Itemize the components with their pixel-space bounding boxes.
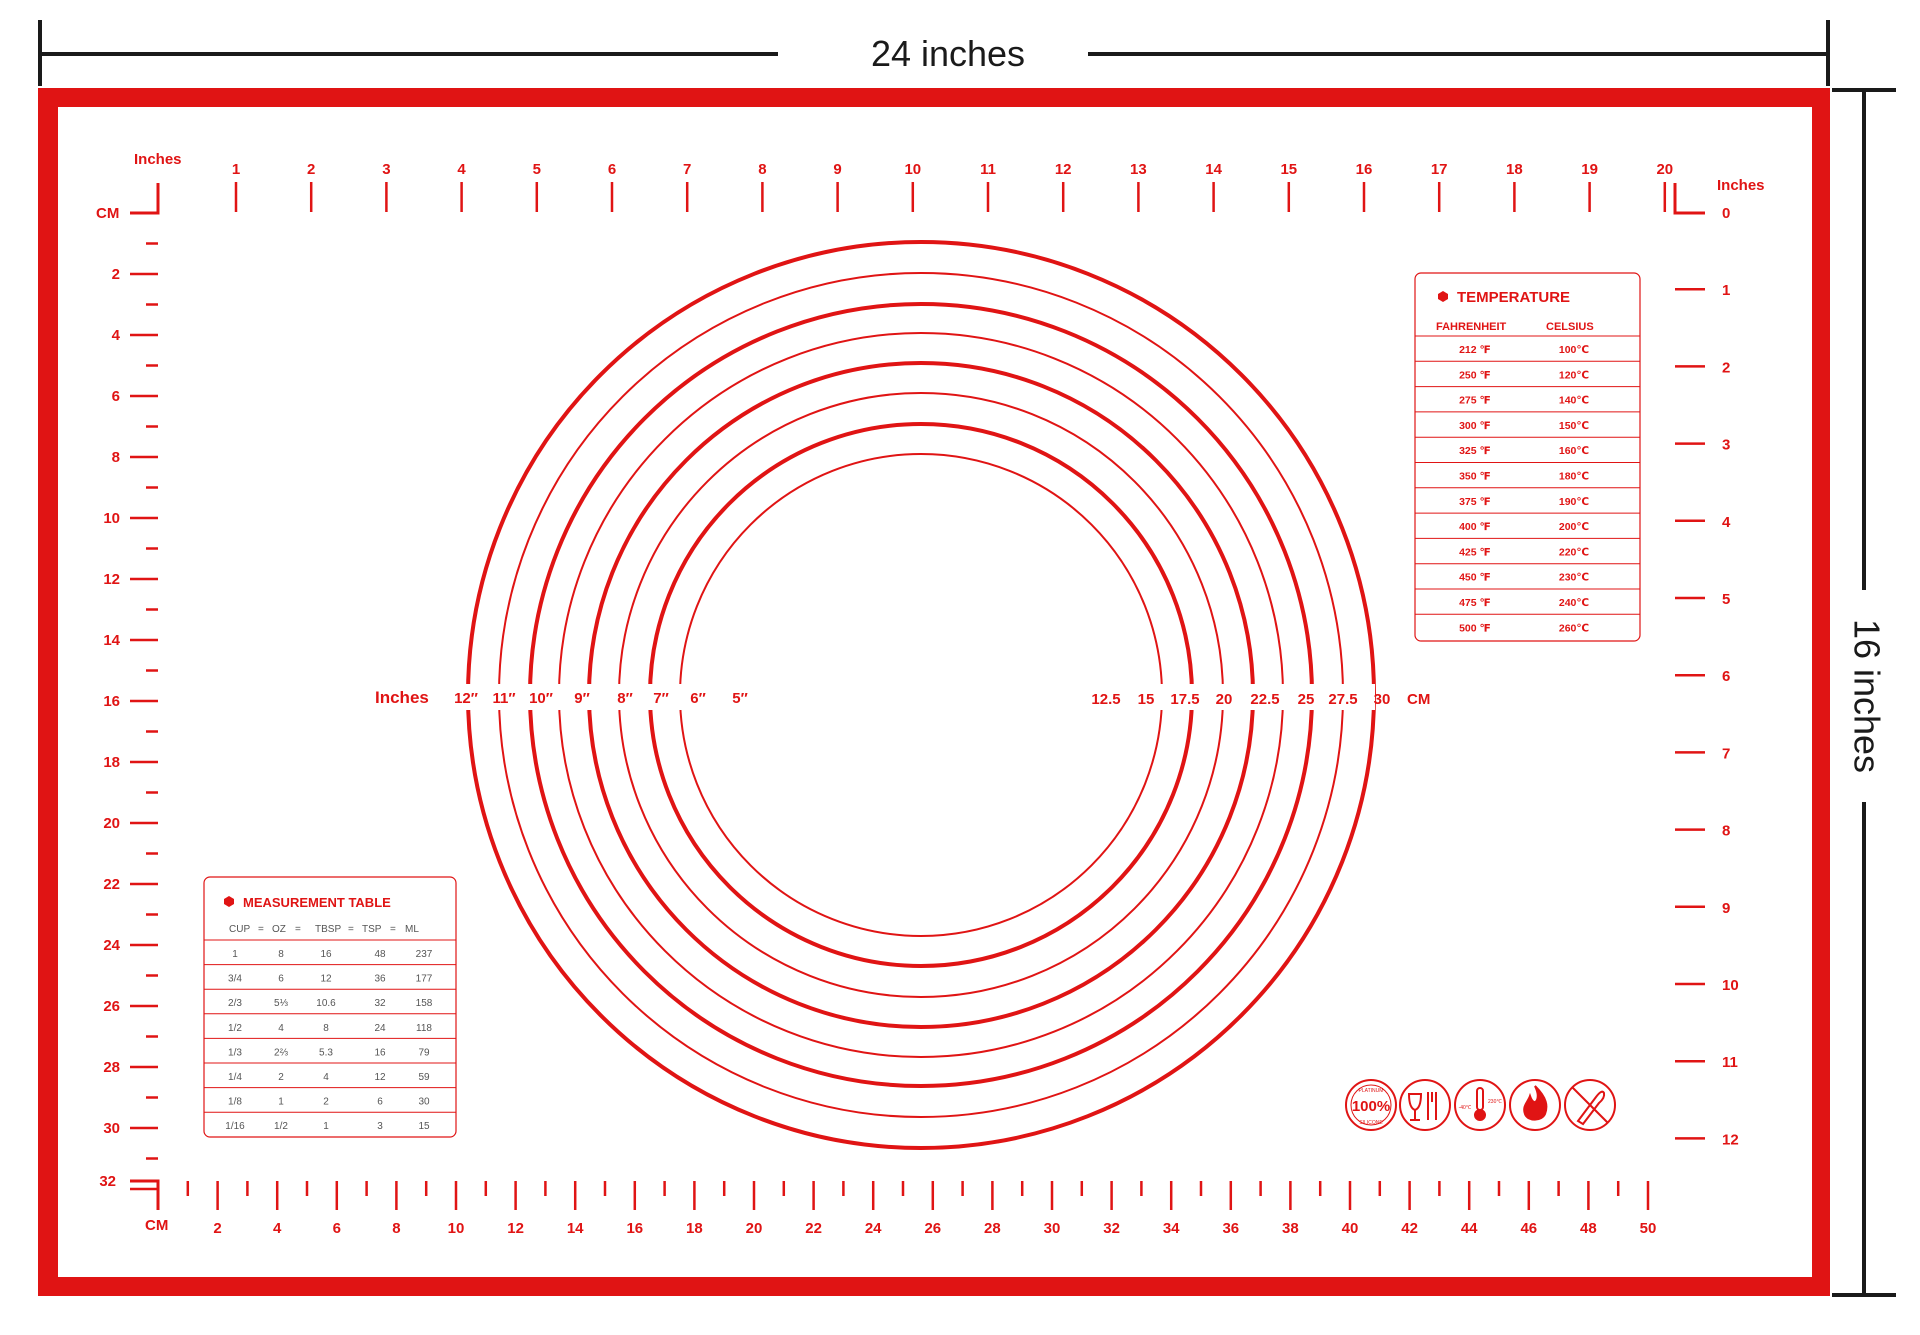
width-label: 24 inches [870,33,1026,74]
measurement-header-eq-2: = [295,924,301,935]
bottom-ruler-number: 24 [864,1220,882,1237]
bottom-ruler-number: 44 [1460,1220,1478,1237]
left-ruler-number: 22 [103,876,120,893]
right-ruler-number: 3 [1722,436,1731,454]
cm-ring-label: 17.5 [1170,691,1200,708]
cm-ring-label: 15 [1137,691,1155,708]
left-ruler-number: 20 [103,815,120,832]
bottom-ruler-number: 36 [1222,1220,1240,1237]
right-ruler-number: 9 [1722,899,1731,917]
right-ruler-number: 5 [1722,591,1731,608]
temperature-fahrenheit: 500 ℉ [1459,622,1491,635]
inch-ring-label: 8″ [617,690,633,707]
measurement-cell: 1/4 [228,1072,242,1083]
temperature-celsius: 220℃ [1558,546,1590,559]
measurement-cell: 2 [323,1096,329,1108]
measurement-header-oz: OZ [272,924,286,935]
top-ruler-number: 5 [532,161,541,178]
left-ruler-number: 8 [111,449,120,466]
measurement-header-tsp: TSP [362,924,382,935]
bottom-ruler-number: 18 [686,1220,703,1237]
top-ruler-number: 18 [1506,161,1523,178]
temp-range-high: 230℃ [1488,1099,1502,1105]
left-ruler-number: 4 [111,327,120,344]
circle-inches-title: Inches [375,688,429,707]
measurement-cell: 12 [320,973,332,985]
measurement-cell: 158 [415,998,433,1010]
measurement-header-eq-1: = [258,924,264,935]
right-ruler-number: 8 [1722,822,1731,840]
silicone-badge-icon [1346,1080,1396,1130]
temperature-celsius: 180℃ [1558,470,1590,483]
top-ruler-number: 8 [758,161,767,178]
top-ruler-number: 4 [457,161,466,178]
temperature-fahrenheit: 375 ℉ [1459,495,1491,508]
measurement-header-ml: ML [405,924,419,935]
measurement-cell: 8 [278,949,284,960]
bottom-ruler-number: 22 [805,1220,822,1237]
bottom-ruler-number: 46 [1520,1220,1538,1237]
temperature-fahrenheit: 275 ℉ [1459,394,1491,407]
bottom-ruler-number: 50 [1639,1220,1657,1237]
bottom-ruler-number: 32 [1103,1220,1120,1237]
left-ruler-number: 24 [103,937,120,954]
measurement-cell: 24 [374,1022,386,1034]
right-ruler-number: 11 [1722,1054,1738,1072]
temperature-celsius: 230℃ [1558,571,1590,584]
temperature-celsius: 200℃ [1558,521,1590,534]
cm-ring-label: 20 [1215,691,1233,708]
left-ruler-number: 14 [103,632,120,649]
measurement-cell: 3 [377,1121,383,1133]
measurement-title: MEASUREMENT TABLE [243,895,391,910]
inch-ring-label: 9″ [574,690,590,707]
right-ruler-number: 1 [1722,282,1731,300]
right-ruler-number: 2 [1722,359,1731,377]
inch-ring-label: 6″ [690,690,706,707]
top-ruler-number: 3 [382,161,391,178]
bottom-ruler-number: 30 [1043,1220,1061,1237]
temperature-fahrenheit: 475 ℉ [1459,597,1491,609]
left-ruler-number: 28 [103,1059,120,1076]
top-ruler-number: 14 [1205,161,1222,178]
measurement-cell: 4 [278,1022,284,1034]
left-ruler-number: 6 [111,388,120,405]
bottom-ruler-number: 14 [566,1220,584,1237]
measurement-header-eq-3: = [348,924,354,935]
bottom-ruler-number: 8 [392,1220,401,1237]
measurement-cell: 1/8 [228,1096,242,1108]
measurement-cell: 2 [278,1072,284,1083]
right-ruler-number: 12 [1722,1131,1739,1149]
left-ruler-number: 30 [103,1120,120,1137]
left-ruler-number: 2 [111,266,120,283]
measurement-cell: 6 [377,1096,383,1108]
measurement-cell: 15 [418,1121,430,1133]
top-ruler-number: 1 [231,161,241,178]
mat-surface [58,107,1812,1277]
measurement-cell: 48 [374,949,386,960]
left-ruler-number: 12 [103,571,120,588]
bottom-ruler-number: 42 [1401,1220,1418,1237]
bottom-ruler-number: 4 [273,1220,282,1237]
cm-ring-label: 27.5 [1328,691,1358,708]
measurement-cell: 5.3 [319,1047,333,1059]
top-ruler-number: 15 [1280,161,1298,178]
measurement-cell: 118 [416,1022,432,1034]
measurement-cell: 6 [278,973,284,985]
left-ruler-number: 18 [103,754,120,771]
measurement-cell: 32 [374,998,386,1010]
top-ruler-number: 20 [1656,161,1674,178]
temperature-celsius: 160℃ [1558,445,1590,458]
measurement-cell: 59 [418,1072,430,1083]
temperature-header-fahrenheit: FAHRENHEIT [1436,321,1507,333]
temperature-fahrenheit: 212 ℉ [1459,344,1491,356]
measurement-cell: 2⅔ [274,1047,288,1059]
temperature-header-celsius: CELSIUS [1546,321,1594,333]
measurement-header-cup: CUP [229,924,251,935]
temperature-celsius: 240℃ [1558,597,1590,609]
top-ruler-number: 13 [1130,161,1147,178]
bottom-ruler-number: 2 [213,1220,222,1237]
height-label: 16 inches [1846,618,1888,774]
silicone-badge-top: PLATINUM [1358,1088,1384,1094]
left-ruler-number: 16 [103,693,120,710]
inch-ring-label: 5″ [732,690,748,707]
temperature-celsius: 260℃ [1558,622,1590,635]
top-ruler-number: 11 [980,161,996,178]
bottom-ruler-number: 26 [924,1220,942,1237]
inch-ring-label: 10″ [529,690,553,707]
top-ruler-number: 19 [1581,161,1598,178]
measurement-cell: 1 [232,949,238,960]
cm-ring-label: 12.5 [1091,691,1121,708]
measurement-header-tbsp: TBSP [315,924,342,935]
bottom-ruler-number: 16 [626,1220,644,1237]
top-ruler-number: 17 [1430,161,1448,178]
bottom-ruler-unit: CM [145,1217,169,1234]
inch-ring-label: 12″ [454,690,478,707]
bottom-ruler-number: 12 [507,1220,524,1237]
right-ruler-number: 0 [1722,205,1731,222]
inch-ring-label: 7″ [653,690,669,707]
right-ruler-number: 4 [1722,513,1731,531]
temperature-fahrenheit: 425 ℉ [1459,546,1491,559]
left-ruler-unit: CM [96,205,120,222]
temperature-celsius: 100℃ [1558,344,1590,356]
temperature-title: TEMPERATURE [1457,289,1571,306]
cm-ring-label: 25 [1297,691,1315,708]
temperature-fahrenheit: 450 ℉ [1459,571,1491,584]
measurement-cell: 1/16 [225,1121,245,1133]
top-ruler-number: 16 [1355,161,1373,178]
bottom-ruler-number: 38 [1282,1220,1299,1237]
measurement-cell: 79 [418,1047,430,1059]
measurement-cell: 3/4 [228,973,242,985]
measurement-cell: 12 [374,1072,386,1083]
top-ruler-number: 7 [683,161,692,178]
temperature-celsius: 190℃ [1558,495,1590,508]
temperature-fahrenheit: 250 ℉ [1459,369,1491,382]
measurement-cell: 16 [374,1047,386,1059]
bottom-ruler-number: 10 [447,1220,465,1237]
temperature-fahrenheit: 325 ℉ [1459,445,1491,458]
temperature-fahrenheit: 400 ℉ [1459,521,1491,534]
right-ruler-number: 7 [1722,745,1731,763]
right-ruler-number: 10 [1722,977,1739,994]
bottom-ruler-number: 20 [745,1220,763,1237]
cm-ring-label: 30 [1373,691,1391,708]
top-ruler-number: 6 [607,161,617,178]
left-ruler-number: 10 [103,510,120,527]
left-ruler-number: 32 [99,1173,116,1190]
top-ruler-number: 12 [1054,161,1072,178]
circle-cm-title: CM [1407,691,1431,708]
top-ruler-number: 9 [833,161,842,178]
inch-ring-label: 11″ [492,690,516,707]
measurement-cell: 1 [323,1121,329,1133]
right-ruler-number: 6 [1722,668,1731,686]
measurement-cell: 1 [278,1096,284,1108]
measurement-cell: 177 [415,973,433,985]
bottom-ruler-number: 6 [332,1220,341,1237]
top-ruler-number: 10 [904,161,922,178]
measurement-cell: 8 [323,1022,329,1034]
measurement-cell: 1/2 [228,1022,242,1034]
silicone-badge-bottom: SILICONE [1359,1120,1383,1126]
top-ruler-unit-left: Inches [134,151,182,168]
temperature-celsius: 150℃ [1558,419,1590,432]
bottom-ruler-number: 34 [1162,1220,1180,1237]
temperature-celsius: 140℃ [1558,394,1590,407]
measurement-cell: 30 [418,1096,430,1108]
bottom-ruler-number: 28 [984,1220,1001,1237]
measurement-cell: 10.6 [316,998,336,1010]
temperature-celsius: 120℃ [1558,369,1590,382]
measurement-cell: 36 [374,973,386,985]
silicone-badge-percent: 100% [1351,1098,1391,1115]
bottom-ruler-number: 48 [1580,1220,1597,1237]
measurement-cell: 1/3 [228,1047,242,1059]
top-ruler-number: 2 [307,161,316,178]
measurement-cell: 4 [323,1072,329,1083]
measurement-cell: 1/2 [274,1121,288,1133]
measurement-header-eq-4: = [390,924,396,935]
bottom-ruler-number: 40 [1341,1220,1359,1237]
temperature-fahrenheit: 350 ℉ [1459,470,1491,483]
cm-ring-label: 22.5 [1250,691,1280,708]
measurement-cell: 237 [415,949,433,960]
measurement-cell: 2/3 [228,998,242,1010]
measurement-cell: 16 [320,949,332,960]
temperature-fahrenheit: 300 ℉ [1459,419,1491,432]
measurement-cell: 5⅓ [274,998,288,1010]
top-ruler-unit-right: Inches [1717,177,1765,194]
measurement-header-row [229,924,419,935]
temp-range-low: -40℃ [1458,1105,1472,1111]
left-ruler-number: 26 [103,998,120,1015]
